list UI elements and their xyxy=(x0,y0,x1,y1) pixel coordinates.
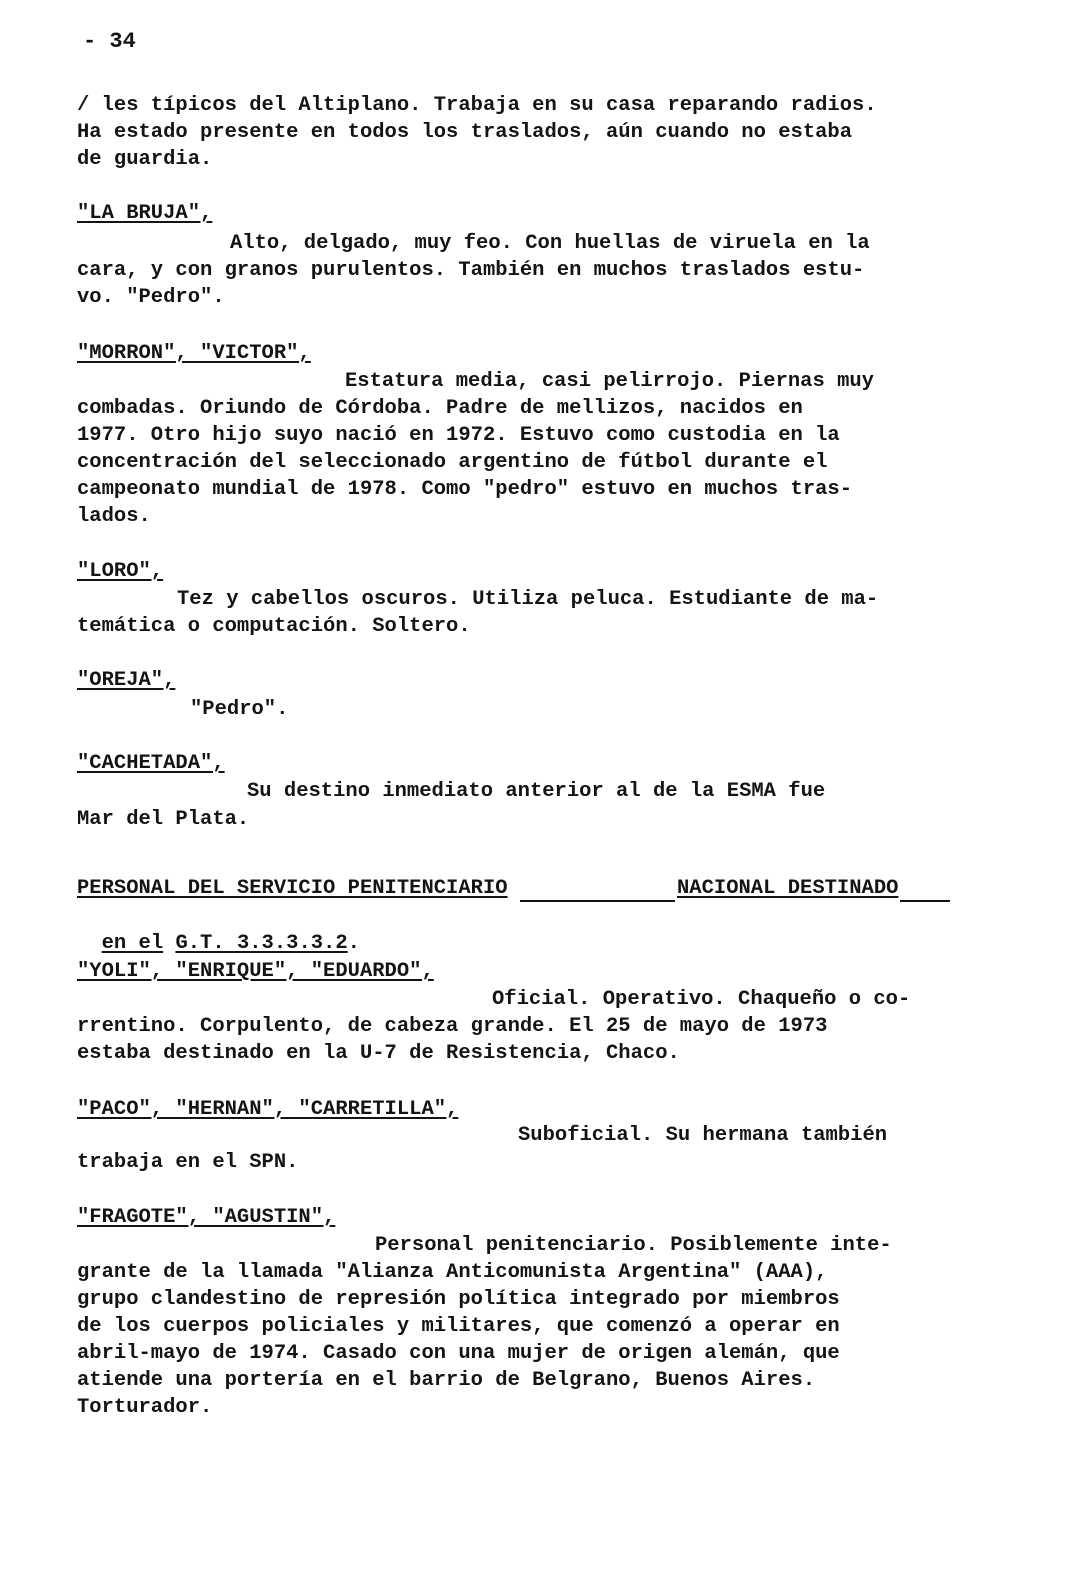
entry-heading-cachetada: "CACHETADA", xyxy=(77,752,225,775)
entry-heading-loro: "LORO", xyxy=(77,560,164,583)
section-title-rule xyxy=(520,900,675,902)
entry-line: 1977. Otro hijo suyo nació en 1972. Estuvo como custodia en la xyxy=(77,424,840,447)
entry-line: vo. "Pedro". xyxy=(77,286,225,309)
entry-heading-la-bruja: "LA BRUJA", xyxy=(77,202,213,225)
entry-line: temática o computación. Soltero. xyxy=(77,615,471,638)
entry-line: Alto, delgado, muy feo. Con huellas de viruela en la xyxy=(230,232,870,255)
entry-line: combadas. Oriundo de Córdoba. Padre de mellizos, nacidos en xyxy=(77,397,803,420)
entry-line: estaba destinado en la U-7 de Resistencia, Chaco. xyxy=(77,1042,680,1065)
entry-line: Suboficial. Su hermana también xyxy=(518,1124,888,1147)
entry-line: Tez y cabellos oscuros. Utiliza peluca. Estudiante de ma- xyxy=(177,588,879,611)
page-number: - 34 xyxy=(83,29,136,54)
entry-line: grante de la llamada "Alianza Anticomunista Argentina" (AAA), xyxy=(77,1261,828,1284)
entry-line: concentración del seleccionado argentino de fútbol durante el xyxy=(77,451,828,474)
intro-line: de guardia. xyxy=(77,148,213,171)
entry-line: trabaja en el SPN. xyxy=(77,1151,299,1174)
section-title-part2: NACIONAL DESTINADO xyxy=(677,877,899,900)
entry-line: cara, y con granos purulentos. También en muchos traslados estu- xyxy=(77,259,865,282)
entry-line: Torturador. xyxy=(77,1396,213,1419)
section-title-suffix: . xyxy=(347,932,360,956)
entry-line: Estatura media, casi pelirrojo. Piernas muy xyxy=(345,370,874,393)
entry-heading-morron: "MORRON", "VICTOR", xyxy=(77,342,311,365)
entry-line: abril-mayo de 1974. Casado con una mujer de origen alemán, que xyxy=(77,1342,840,1365)
entry-line: Mar del Plata. xyxy=(77,808,250,831)
intro-line: / les típicos del Altiplano. Trabaja en su casa reparando radios. xyxy=(77,94,877,117)
entry-line: Personal penitenciario. Posiblemente inte- xyxy=(375,1234,892,1257)
entry-heading-oreja: "OREJA", xyxy=(77,669,176,692)
section-title-line2 xyxy=(77,903,360,957)
section-title-part1: PERSONAL DEL SERVICIO PENITENCIARIO xyxy=(77,877,508,900)
section-title-code: G.T. 3.3.3.3.2 xyxy=(175,932,348,956)
entry-line: campeonato mundial de 1978. Como "pedro" estuvo en muchos tras- xyxy=(77,478,853,501)
entry-line: Su destino inmediato anterior al de la ESMA fue xyxy=(247,780,826,803)
entry-line: de los cuerpos policiales y militares, que comenzó a operar en xyxy=(77,1315,840,1338)
entry-line: "Pedro". xyxy=(190,698,289,721)
entry-line: lados. xyxy=(77,505,151,528)
intro-line: Ha estado presente en todos los traslados, aún cuando no estaba xyxy=(77,121,853,144)
entry-line: Oficial. Operativo. Chaqueño o co- xyxy=(492,988,911,1011)
section-title-rule-end xyxy=(900,900,950,902)
entry-line: grupo clandestino de represión política integrado por miembros xyxy=(77,1288,840,1311)
section-title-prefix: en el xyxy=(101,932,164,956)
entry-heading-paco: "PACO", "HERNAN", "CARRETILLA", xyxy=(77,1098,459,1121)
entry-line: atiende una portería en el barrio de Belgrano, Buenos Aires. xyxy=(77,1369,816,1392)
entry-heading-yoli: "YOLI", "ENRIQUE", "EDUARDO", xyxy=(77,960,434,983)
entry-line: rrentino. Corpulento, de cabeza grande. El 25 de mayo de 1973 xyxy=(77,1015,828,1038)
entry-heading-fragote: "FRAGOTE", "AGUSTIN", xyxy=(77,1206,336,1229)
